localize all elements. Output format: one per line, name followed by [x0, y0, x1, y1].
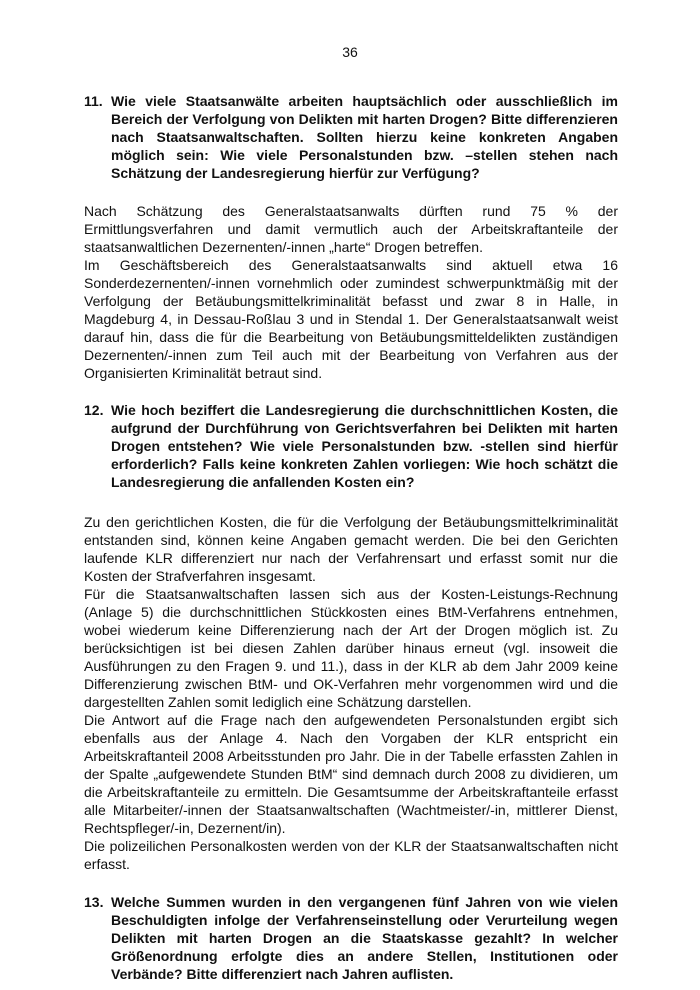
answer-paragraph: Für die Staatsanwaltschaften lassen sich aus der Kosten-Leistungs-Rechnung (Anlage 5) die durchschnittlichen Stückkosten eines BtM-Verfahrens entnehmen, wobei wiederum keine Differenzierung nach der Art der Drogen möglich ist. Zu berücksichtigen ist bei diesen Zahlen darüber hinaus erneut (vgl. insoweit die Ausführungen zu den Fragen 9. und 11.), dass in der KLR ab dem Jahr 2009 keine Differenzierung zwischen BtM- und OK-Verfahren mehr vorgenommen wird und die dargestellten Zahlen somit lediglich eine Schätzung darstellen.	[84, 586, 618, 710]
answer-paragraph: Zu den gerichtlichen Kosten, die für die Verfolgung der Betäubungsmittelkriminalität entstanden sind, können keine Angaben gemacht werden. Die bei den Gerichten laufende KLR differenziert nur nach der Verfahrensart und erfasst somit nur die Kosten der Strafverfahren insgesamt.	[84, 514, 618, 584]
answer-paragraph: Nach Schätzung des Generalstaatsanwalts dürften rund 75 % der Ermittlungsverfahren und damit vermutlich auch der Arbeitskraftanteile der staatsanwaltlichen Dezernenten/-innen „harte“ Drogen betreffen.	[84, 203, 618, 255]
answer-paragraph: Die Antwort auf die Frage nach den aufgewendeten Personalstunden ergibt sich ebenfalls aus der Anlage 4. Nach den Vorgaben der KLR entspricht ein Arbeitskraftanteil 2008 Arbeitsstunden pro Jahr. Die in der Tabelle erfassten Zahlen in der Spalte „aufgewendete Stunden BtM“ sind demnach durch 2008 zu dividieren, um die Arbeitskraftanteile zu ermitteln. Die Gesamtsumme der Arbeitskraftanteile erfasst alle Mitarbeiter/-innen der Staatsanwaltschaften (Wachtmeister/-in, mittlerer Dienst, Rechtspfleger/-in, Dezernent/in).	[84, 712, 618, 836]
question-text: Wie viele Staatsanwälte arbeiten hauptsächlich oder ausschließlich im Bereich der Verfolgung von Delikten mit harten Drogen? Bitte differenzieren nach Staatsanwaltschaften. Sollten hierzu keine konkreten Angaben möglich sein: Wie viele Personalstunden bzw. –stellen stehen nach Schätzung der Landesregierung hierfür zur Verfügung?	[111, 93, 618, 181]
answer-paragraph: Die polizeilichen Personalkosten werden von der KLR der Staatsanwaltschaften nicht erfasst.	[84, 838, 618, 872]
question-number: 11.	[84, 93, 103, 109]
question-number: 12.	[84, 402, 104, 418]
question-11	[84, 92, 618, 182]
document-body	[84, 92, 618, 983]
question-text: Welche Summen wurden in den vergangenen fünf Jahren von wie vielen Beschuldigten infolge der Verfahrenseinstellung oder Verurteilung wegen Delikten mit harten Drogen an die Staatskasse gezahlt? In welcher Größenordnung erfolgte dies an andere Stellen, Institutionen oder Verbände? Bitte differenziert nach Jahren auflisten.	[111, 894, 618, 982]
answer-12	[84, 513, 618, 873]
question-13	[84, 893, 618, 983]
question-number: 13.	[84, 894, 104, 910]
question-text: Wie hoch beziffert die Landesregierung die durchschnittlichen Kosten, die aufgrund der Durchführung von Gerichtsverfahren bei Delikten mit harten Drogen entstehen? Wie viele Personalstunden bzw. -stellen sind hierfür erforderlich? Falls keine konkreten Zahlen vorliegen: Wie hoch schätzt die Landesregierung die anfallenden Kosten ein?	[111, 402, 618, 490]
answer-paragraph: Im Geschäftsbereich des Generalstaatsanwalts sind aktuell etwa 16 Sonderdezernenten/-innen vornehmlich oder zumindest schwerpunktmäßig mit der Verfolgung der Betäubungsmittelkriminalität befasst und zwar 8 in Halle, in Magdeburg 4, in Dessau-Roßlau 3 und in Stendal 1. Der Generalstaatsanwalt weist darauf hin, dass die für die Bearbeitung von Betäubungsmitteldelikten zuständigen Dezernenten/-innen zum Teil auch mit der Bearbeitung von Verfahren aus der Organisierten Kriminalität betraut sind.	[84, 257, 618, 381]
page-number: 36	[342, 44, 358, 60]
question-12	[84, 401, 618, 491]
answer-11	[84, 202, 618, 382]
